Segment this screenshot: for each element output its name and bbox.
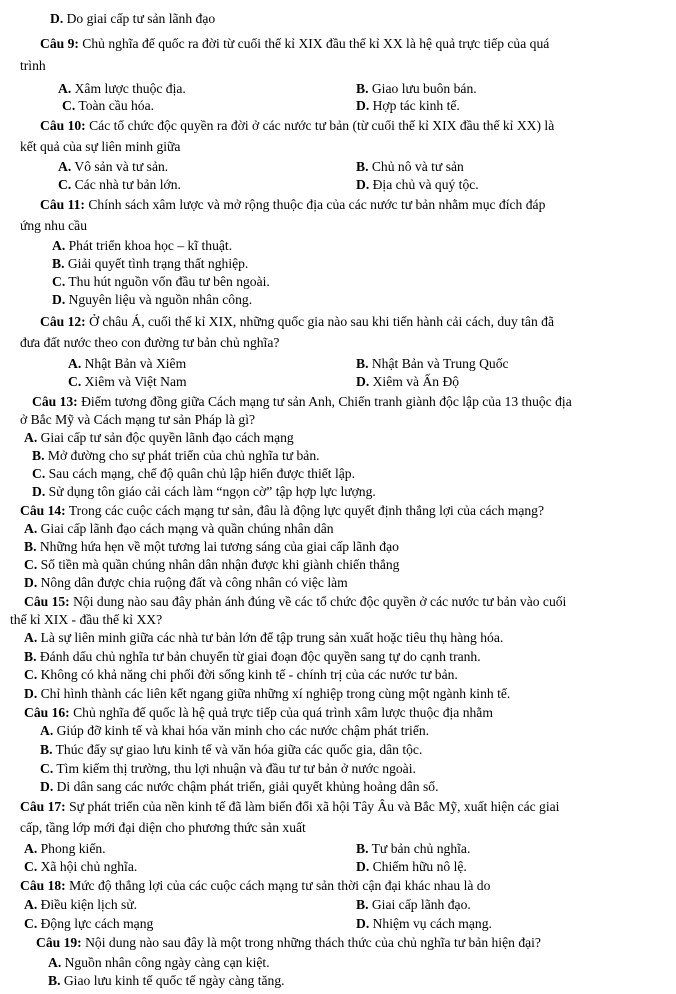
answer-option: [356, 158, 464, 175]
option-letter: C.: [68, 374, 82, 389]
question-line: [24, 704, 493, 721]
line-text: Không có khả năng chi phối đời sống kinh tế - chính trị của các nước tư bản.: [37, 667, 458, 682]
question-line: [40, 35, 549, 52]
line-text: kết quả của sự liên minh giữa: [20, 139, 181, 154]
question-line: [32, 393, 572, 410]
option-letter: C.: [58, 177, 72, 192]
option-letter: B.: [356, 356, 369, 371]
answer-option: [24, 520, 334, 537]
line-text: Ở châu Á, cuối thế kỉ XIX, những quốc gia nào sau khi tiến hành cải cách, duy tân đã: [85, 314, 554, 329]
answer-option: [58, 80, 186, 97]
line-text: Nguyên liệu và nguồn nhân công.: [65, 292, 253, 307]
line-text: Đánh dấu chủ nghĩa tư bản chuyển từ giai đoạn độc quyền sang tự do cạnh tranh.: [36, 649, 481, 664]
line-text: Những hứa hẹn về một tương lai tương sáng của giai cấp lãnh đạo: [36, 539, 399, 554]
line-text: Tư bản chủ nghĩa.: [368, 841, 471, 856]
line-text: Vô sản và tư sản.: [71, 159, 169, 174]
option-letter: C.: [62, 98, 76, 113]
option-letter: D.: [356, 177, 370, 192]
option-letter: D.: [32, 484, 46, 499]
question-number: Câu 9:: [40, 36, 79, 51]
question-continuation: [10, 611, 162, 628]
question-line: [20, 877, 490, 894]
answer-option: [52, 255, 248, 272]
line-text: Số tiền mà quần chúng nhân dân nhận được khi giành chiến thắng: [37, 557, 400, 572]
line-text: Nhật Bản và Trung Quốc: [368, 356, 509, 371]
answer-option: [24, 840, 106, 857]
line-text: Xâm lược thuộc địa.: [71, 81, 186, 96]
answer-option: [48, 972, 285, 989]
option-letter: A.: [40, 723, 54, 738]
option-letter: C.: [52, 274, 66, 289]
line-text: Giai cấp lãnh đạo.: [368, 897, 471, 912]
answer-option: [52, 273, 270, 290]
line-text: Điểm tương đồng giữa Cách mạng tư sản Anh, Chiến tranh giành độc lập của 13 thuộc địa: [77, 394, 572, 409]
question-line: [40, 313, 554, 330]
option-letter: A.: [52, 238, 66, 253]
answer-option: [356, 355, 509, 372]
line-text: Trong các cuộc cách mạng tư sản, đâu là động lực quyết định thắng lợi của cách mạng?: [65, 503, 545, 518]
option-letter: B.: [52, 256, 65, 271]
line-text: Giải quyết tình trạng thất nghiệp.: [64, 256, 249, 271]
line-text: Giao lưu buôn bán.: [368, 81, 477, 96]
answer-option: [48, 954, 270, 971]
line-text: Tìm kiếm thị trường, thu lợi nhuận và đầu tư tư bản ở nước ngoài.: [53, 761, 416, 776]
line-text: Nhiệm vụ cách mạng.: [369, 916, 492, 931]
question-number: Câu 15:: [24, 594, 70, 609]
line-text: Động lực cách mạng: [37, 916, 154, 931]
question-line: [20, 502, 544, 519]
option-letter: C.: [24, 557, 38, 572]
option-letter: B.: [40, 742, 53, 757]
line-text: Chủ nghĩa đế quốc ra đời từ cuối thế kỉ XIX đầu thế kỉ XX là hệ quả trực tiếp của quá: [78, 36, 550, 51]
answer-option: [32, 465, 355, 482]
option-letter: A.: [24, 630, 38, 645]
line-text: Sau cách mạng, chế độ quân chủ lập hiến được thiết lập.: [45, 466, 355, 481]
line-text: Sử dụng tôn giáo cải cách làm “ngọn cờ” tập hợp lực lượng.: [45, 484, 376, 499]
line-text: Nhật Bản và Xiêm: [81, 356, 187, 371]
line-text: Di dân sang các nước chậm phát triển, giải quyết khủng hoảng dân số.: [53, 779, 439, 794]
answer-option: [40, 760, 416, 777]
question-line: [40, 196, 545, 213]
option-letter: A.: [24, 897, 38, 912]
answer-option: [58, 176, 181, 193]
answer-option: [356, 896, 471, 913]
option-letter: D.: [356, 859, 370, 874]
answer-option: [24, 915, 153, 932]
question-continuation: [20, 57, 46, 74]
option-letter: A.: [24, 521, 38, 536]
answer-option: [356, 915, 492, 932]
option-letter: D.: [356, 98, 370, 113]
answer-option: [356, 840, 470, 857]
line-text: Nội dung nào sau đây phản ánh đúng về các tổ chức độc quyền ở các nước tư bản vào cuối: [69, 594, 567, 609]
question-line: [20, 798, 559, 815]
answer-option: [24, 858, 137, 875]
line-text: ứng nhu cầu: [20, 218, 88, 233]
line-text: Nông dân được chia ruộng đất và công nhân có việc làm: [37, 575, 348, 590]
line-text: Giúp đỡ kinh tế và khai hóa văn minh cho các nước chậm phát triển.: [53, 723, 430, 738]
answer-option: [356, 858, 467, 875]
question-line: [36, 934, 541, 951]
question-continuation: [20, 217, 87, 234]
answer-option: [58, 158, 168, 175]
option-letter: A.: [24, 841, 38, 856]
line-text: Xã hội chủ nghĩa.: [37, 859, 138, 874]
answer-option: [24, 685, 510, 702]
option-letter: B.: [356, 897, 369, 912]
answer-option: [52, 291, 252, 308]
option-letter: B.: [356, 81, 369, 96]
answer-option: [356, 373, 459, 390]
option-letter: D.: [50, 11, 64, 26]
line-text: Mức độ thắng lợi của các cuộc cách mạng tư sản thời cận đại khác nhau là do: [65, 878, 491, 893]
answer-option: [32, 483, 376, 500]
option-letter: B.: [24, 649, 37, 664]
line-text: ở Bắc Mỹ và Cách mạng tư sản Pháp là gì?: [20, 412, 256, 427]
option-letter: B.: [356, 159, 369, 174]
line-text: Chính sách xâm lược và mở rộng thuộc địa của các nước tư bản nhằm mục đích đáp: [84, 197, 546, 212]
line-text: Nguồn nhân công ngày càng cạn kiệt.: [61, 955, 270, 970]
line-text: Là sự liên minh giữa các nhà tư bản lớn để tập trung sản xuất hoặc tiêu thụ hàng hóa.: [37, 630, 504, 645]
answer-option: [52, 237, 232, 254]
question-continuation: [20, 411, 255, 428]
question-continuation: [20, 819, 306, 836]
line-text: Hợp tác kinh tế.: [369, 98, 460, 113]
answer-option: [24, 648, 481, 665]
line-text: Sự phát triển của nền kinh tế đã làm biến đổi xã hội Tây Âu và Bắc Mỹ, xuất hiện các giai: [65, 799, 560, 814]
option-letter: C.: [32, 466, 46, 481]
question-continuation: [20, 334, 279, 351]
question-number: Câu 11:: [40, 197, 85, 212]
line-text: Chủ nghĩa đế quốc là hệ quả trực tiếp của quá trình xâm lược thuộc địa nhằm: [69, 705, 493, 720]
option-letter: B.: [356, 841, 369, 856]
line-text: Phong kiến.: [37, 841, 106, 856]
answer-option: [356, 97, 460, 114]
answer-option: [24, 538, 399, 555]
question-line: [24, 593, 566, 610]
line-text: thế kỉ XIX - đầu thế kỉ XX?: [10, 612, 163, 627]
question-number: Câu 16:: [24, 705, 70, 720]
line-text: Toàn cầu hóa.: [75, 98, 155, 113]
answer-option: [356, 176, 479, 193]
option-letter: C.: [24, 859, 38, 874]
option-letter: C.: [40, 761, 54, 776]
question-line: [40, 117, 554, 134]
option-letter: A.: [58, 81, 72, 96]
option-letter: A.: [58, 159, 72, 174]
option-letter: D.: [52, 292, 66, 307]
answer-option: [32, 447, 320, 464]
line-text: Thúc đẩy sự giao lưu kinh tế và văn hóa giữa các quốc gia, dân tộc.: [52, 742, 423, 757]
option-letter: D.: [40, 779, 54, 794]
line-text: Giai cấp lãnh đạo cách mạng và quần chúng nhân dân: [37, 521, 334, 536]
option-letter: B.: [24, 539, 37, 554]
answer-option: [356, 80, 477, 97]
question-number: Câu 18:: [20, 878, 66, 893]
line-text: cấp, tầng lớp mới đại diện cho phương thức sản xuất: [20, 820, 306, 835]
option-letter: D.: [356, 374, 370, 389]
line-text: Các nhà tư bản lớn.: [71, 177, 181, 192]
line-text: Chỉ hình thành các liên kết ngang giữa những xí nghiệp trong cùng một ngành kinh tế.: [37, 686, 511, 701]
line-text: Chủ nô và tư sản: [368, 159, 464, 174]
option-letter: D.: [24, 575, 38, 590]
line-text: trình: [20, 58, 46, 73]
option-letter: D.: [24, 686, 38, 701]
question-number: Câu 13:: [32, 394, 78, 409]
question-number: Câu 12:: [40, 314, 86, 329]
option-letter: A.: [24, 430, 38, 445]
line-text: Xiêm và Ấn Độ: [369, 374, 460, 389]
line-text: Địa chủ và quý tộc.: [369, 177, 479, 192]
line-text: Giao lưu kinh tế quốc tế ngày càng tăng.: [60, 973, 285, 988]
answer-option: [50, 10, 215, 27]
option-letter: A.: [68, 356, 82, 371]
answer-option: [24, 896, 137, 913]
line-text: Điều kiện lịch sử.: [37, 897, 138, 912]
answer-option: [24, 574, 348, 591]
option-letter: C.: [24, 916, 38, 931]
line-text: Các tổ chức độc quyền ra đời ở các nước tư bản (từ cuối thế kỉ XIX đầu thế kỉ XX) là: [85, 118, 555, 133]
line-text: Phát triển khoa học – kĩ thuật.: [65, 238, 233, 253]
line-text: Giai cấp tư sản độc quyền lãnh đạo cách mạng: [37, 430, 294, 445]
answer-option: [40, 722, 429, 739]
answer-option: [62, 97, 154, 114]
question-number: Câu 19:: [36, 935, 82, 950]
option-letter: B.: [32, 448, 45, 463]
question-number: Câu 14:: [20, 503, 66, 518]
line-text: Xiêm và Việt Nam: [81, 374, 187, 389]
line-text: Thu hút nguồn vốn đầu tư bên ngoài.: [65, 274, 270, 289]
line-text: Nội dung nào sau đây là một trong những thách thức của chủ nghĩa tư bản hiện đại?: [81, 935, 541, 950]
option-letter: B.: [48, 973, 61, 988]
question-number: Câu 17:: [20, 799, 66, 814]
answer-option: [68, 373, 187, 390]
answer-option: [40, 741, 422, 758]
answer-option: [24, 556, 399, 573]
line-text: Do giai cấp tư sản lãnh đạo: [63, 11, 216, 26]
line-text: Mở đường cho sự phát triển của chủ nghĩa tư bản.: [44, 448, 320, 463]
line-text: Chiếm hữu nô lệ.: [369, 859, 467, 874]
question-continuation: [20, 138, 180, 155]
option-letter: D.: [356, 916, 370, 931]
answer-option: [24, 429, 294, 446]
line-text: đưa đất nước theo con đường tư bản chủ nghĩa?: [20, 335, 280, 350]
answer-option: [24, 666, 458, 683]
answer-option: [40, 778, 438, 795]
option-letter: A.: [48, 955, 62, 970]
answer-option: [68, 355, 186, 372]
option-letter: C.: [24, 667, 38, 682]
question-number: Câu 10:: [40, 118, 86, 133]
answer-option: [24, 629, 503, 646]
